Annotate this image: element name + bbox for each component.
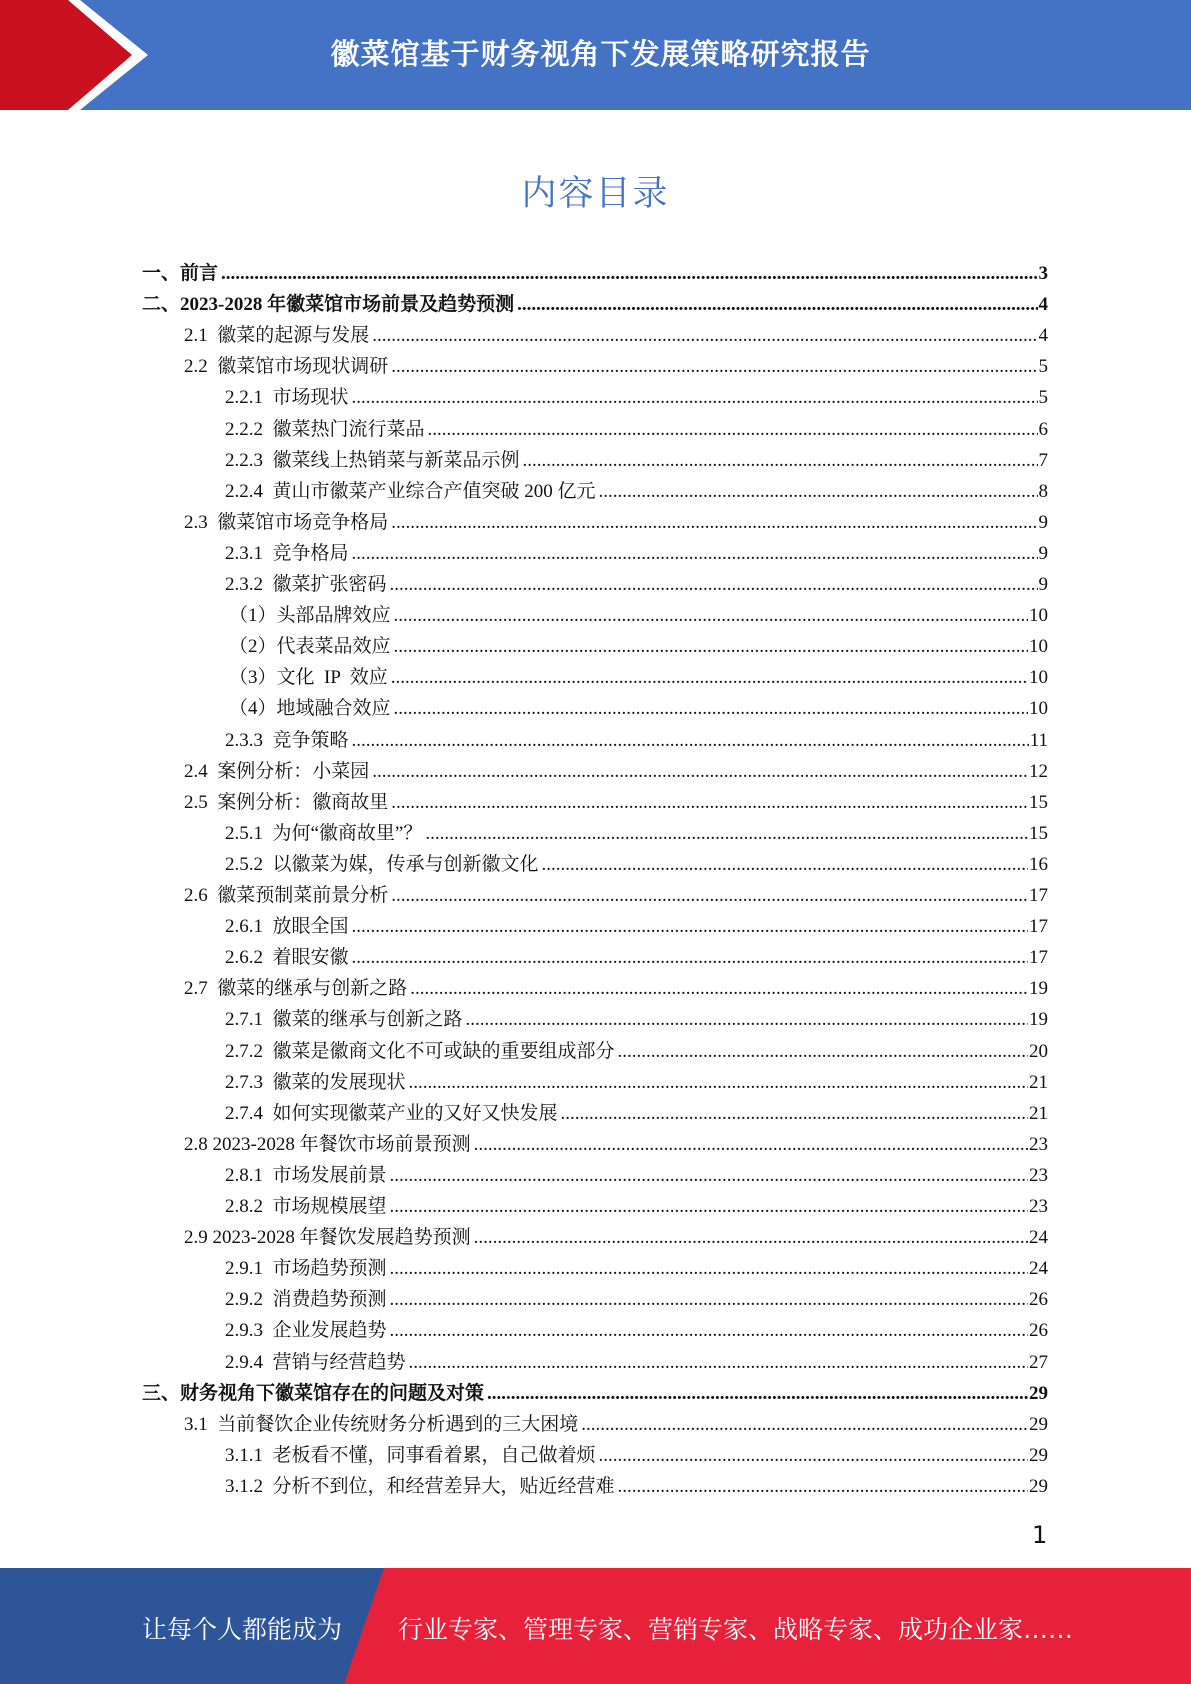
toc-entry-label: 3.1.2 分析不到位，和经营差异大，贴近经营难	[225, 1475, 615, 1497]
toc-entry[interactable]	[184, 783, 1048, 814]
toc-entry-label: （2）代表菜品效应	[229, 636, 391, 658]
toc-entry[interactable]	[225, 1343, 1048, 1374]
toc-entry[interactable]	[225, 1000, 1048, 1031]
footer-slogan-right: 行业专家、管理专家、营销专家、战略专家、成功企业家……	[398, 1615, 1074, 1644]
page-number: 1	[1032, 1521, 1048, 1549]
toc-dot-leader	[390, 1165, 1028, 1187]
toc-entry[interactable]	[225, 1063, 1048, 1094]
toc-dot-leader	[523, 450, 1038, 472]
toc-entry-page: 24	[1029, 1258, 1048, 1280]
toc-entry-page: 29	[1029, 1413, 1048, 1435]
toc-entry-label: 2.8.2 市场规模展望	[225, 1196, 387, 1217]
toc-entry-page: 7	[1038, 449, 1048, 471]
toc-dot-leader	[390, 1320, 1028, 1342]
toc-entry-label: （1）头部品牌效应	[229, 605, 391, 627]
toc-entry[interactable]	[229, 627, 1048, 658]
toc-entry[interactable]	[225, 1032, 1048, 1063]
toc-entry-label: 2.4 案例分析：小菜园	[184, 760, 370, 782]
toc-entry-label: 2.7.1 徽菜的继承与创新之路	[225, 1009, 463, 1031]
toc-entry-page: 19	[1029, 1009, 1048, 1031]
toc-dot-leader	[221, 263, 1037, 285]
toc-entry-label: 2.3.2 徽菜扩张密码	[225, 574, 387, 595]
toc-dot-leader	[390, 1196, 1028, 1218]
toc-entry-label: 2.6.2 着眼安徽	[225, 947, 349, 969]
toc-entry-label: 2.7.4 如何实现徽菜产业的又好又快发展	[225, 1102, 558, 1124]
toc-dot-leader	[410, 978, 1028, 1000]
toc-entry[interactable]	[184, 503, 1048, 534]
toc-entry[interactable]	[184, 969, 1048, 1000]
toc-entry-label: 2.2.2 徽菜热门流行菜品	[225, 418, 425, 440]
toc-entry[interactable]	[225, 565, 1048, 596]
toc-entry[interactable]	[225, 1467, 1048, 1498]
toc-entry-page: 20	[1029, 1040, 1048, 1062]
toc-entry[interactable]	[184, 1218, 1048, 1249]
toc-dot-leader	[409, 1072, 1028, 1094]
toc-entry-page: 29	[1029, 1444, 1048, 1466]
toc-entry-page: 9	[1038, 574, 1048, 595]
toc-dot-leader	[425, 823, 1028, 845]
toc-entry-label: 2.9 2023-2028 年餐饮发展趋势预测	[184, 1227, 471, 1249]
toc-entry-label: （3）文化 IP 效应	[229, 667, 388, 689]
toc-dot-leader	[391, 667, 1028, 689]
toc-entry-page: 4	[1038, 325, 1048, 347]
toc-entry-page: 10	[1029, 636, 1048, 658]
toc-entry-label: 2.2.3 徽菜线上热销菜与新菜品示例	[225, 449, 520, 471]
toc-dot-leader	[352, 543, 1038, 565]
toc-dot-leader	[391, 885, 1028, 907]
toc-entry-page: 23	[1029, 1196, 1048, 1217]
toc-entry[interactable]	[225, 1280, 1048, 1311]
toc-entry[interactable]	[184, 347, 1048, 378]
toc-dot-leader	[618, 1041, 1028, 1063]
toc-entry-label: 2.7.3 徽菜的发展现状	[225, 1071, 406, 1093]
toc-dot-leader	[372, 761, 1028, 783]
toc-entry[interactable]	[225, 814, 1048, 845]
toc-entry-page: 10	[1029, 605, 1048, 627]
toc-entry-label: 三、财务视角下徽菜馆存在的问题及对策	[142, 1382, 485, 1404]
toc-entry[interactable]	[225, 721, 1048, 752]
toc-dot-leader	[581, 1414, 1028, 1436]
toc-entry-label: 2.1 徽菜的起源与发展	[184, 325, 370, 347]
toc-entry-page: 5	[1038, 387, 1048, 409]
toc-entry-label: 2.3.1 竞争格局	[225, 542, 349, 564]
toc-entry[interactable]	[142, 254, 1048, 285]
toc-entry-label: 2.8.1 市场发展前景	[225, 1164, 387, 1186]
toc-dot-leader	[391, 792, 1028, 814]
toc-entry-page: 21	[1029, 1102, 1048, 1124]
toc-entry-page: 23	[1029, 1133, 1048, 1155]
toc-dot-leader	[561, 1103, 1028, 1125]
toc-entry-page: 29	[1029, 1475, 1048, 1497]
toc-dot-leader	[394, 698, 1028, 720]
toc-dot-leader	[409, 1352, 1028, 1374]
toc-entry-page: 19	[1029, 978, 1048, 1000]
toc-entry[interactable]	[229, 658, 1048, 689]
toc-entry[interactable]	[184, 316, 1048, 347]
toc-entry-label: 二、2023-2028 年徽菜馆市场前景及趋势预测	[142, 294, 515, 316]
toc-entry[interactable]	[225, 441, 1048, 472]
toc-entry-label: 2.3.3 竞争策略	[225, 729, 349, 751]
toc-dot-leader	[599, 481, 1038, 503]
toc-entry-page: 29	[1029, 1382, 1048, 1404]
toc-entry-page: 9	[1038, 511, 1048, 533]
toc-dot-leader	[474, 1227, 1028, 1249]
toc-entry-label: 2.2.1 市场现状	[225, 387, 349, 409]
toc-entry-page: 21	[1029, 1071, 1048, 1093]
toc-entry-label: （4）地域融合效应	[229, 698, 391, 720]
toc-dot-leader	[391, 356, 1037, 378]
toc-dot-leader	[391, 512, 1037, 534]
toc-dot-leader	[394, 605, 1028, 627]
toc-dot-leader	[352, 916, 1028, 938]
toc-entry[interactable]	[225, 1094, 1048, 1125]
header-banner	[0, 0, 1191, 110]
toc-entry[interactable]	[142, 285, 1048, 316]
toc-entry[interactable]	[225, 534, 1048, 565]
toc-entry-page: 15	[1029, 822, 1048, 844]
toc-entry-page: 26	[1029, 1289, 1048, 1311]
toc-dot-leader	[517, 294, 1037, 316]
toc-entry[interactable]	[225, 472, 1048, 503]
toc-entry[interactable]	[229, 596, 1048, 627]
toc-entry-page: 10	[1029, 698, 1048, 720]
toc-entry[interactable]	[225, 1187, 1048, 1218]
toc-entry-page: 17	[1029, 885, 1048, 906]
toc-dot-leader	[372, 325, 1037, 347]
toc-dot-leader	[390, 1258, 1028, 1280]
toc-entry-page: 15	[1029, 791, 1048, 813]
toc-entry[interactable]	[225, 1436, 1048, 1467]
toc-entry-label: 3.1.1 老板看不懂，同事看着累，自己做着烦	[225, 1444, 596, 1466]
toc-entry[interactable]	[184, 876, 1048, 907]
toc-entry-label: 2.9.3 企业发展趋势	[225, 1320, 387, 1342]
toc-heading: 内容目录	[521, 174, 670, 214]
toc-entry-label: 2.7.2 徽菜是徽商文化不可或缺的重要组成部分	[225, 1040, 615, 1062]
toc-entry-page: 27	[1029, 1351, 1048, 1373]
toc-entry[interactable]	[225, 1311, 1048, 1342]
toc-entry-label: 2.8 2023-2028 年餐饮市场前景预测	[184, 1133, 471, 1155]
toc-entry-page: 3	[1038, 263, 1048, 284]
toc-entry-label: 3.1 当前餐饮企业传统财务分析遇到的三大困境	[184, 1413, 579, 1435]
footer-banner	[0, 1568, 1191, 1684]
toc-entry-label: 2.6 徽菜预制菜前景分析	[184, 885, 389, 906]
toc-entry[interactable]	[184, 1125, 1048, 1156]
toc-entry-label: 2.3 徽菜馆市场竞争格局	[184, 511, 389, 533]
toc-entry-label: 2.9.1 市场趋势预测	[225, 1258, 387, 1280]
toc-entry[interactable]	[225, 938, 1048, 969]
toc-entry[interactable]	[225, 1156, 1048, 1187]
toc-entry-label: 一、前言	[142, 263, 219, 284]
toc-dot-leader	[487, 1383, 1028, 1405]
toc-entry-page: 17	[1029, 916, 1048, 938]
toc-entry-page: 12	[1029, 760, 1048, 782]
toc-dot-leader	[390, 1289, 1028, 1311]
toc-dot-leader	[599, 1445, 1028, 1467]
toc-dot-leader	[466, 1009, 1028, 1031]
toc-entry[interactable]	[225, 1249, 1048, 1280]
toc-dot-leader	[352, 947, 1028, 969]
toc-entry-page: 4	[1038, 294, 1048, 316]
toc-entry-page: 16	[1029, 853, 1048, 875]
toc-entry-label: 2.2 徽菜馆市场现状调研	[184, 356, 389, 378]
toc-entry-page: 17	[1029, 947, 1048, 969]
toc-dot-leader	[542, 854, 1028, 876]
toc-dot-leader	[390, 574, 1038, 596]
toc-entry[interactable]	[225, 410, 1048, 441]
toc-dot-leader	[352, 387, 1038, 409]
toc-entry[interactable]	[184, 1405, 1048, 1436]
toc-entry-page: 23	[1029, 1164, 1048, 1186]
report-title: 徽菜馆基于财务视角下发展策略研究报告	[330, 37, 871, 71]
toc-entry[interactable]	[229, 689, 1048, 720]
toc-dot-leader	[428, 419, 1038, 441]
toc-entry-page: 11	[1029, 729, 1048, 751]
toc-entry-page: 8	[1038, 480, 1048, 502]
toc-entry-page: 26	[1029, 1320, 1048, 1342]
toc-entry-page: 6	[1038, 418, 1048, 440]
toc-entry-page: 10	[1029, 667, 1048, 689]
toc-entry-label: 2.5 案例分析：徽商故里	[184, 791, 389, 813]
toc-dot-leader	[394, 636, 1028, 658]
toc-entry-label: 2.9.4 营销与经营趋势	[225, 1351, 406, 1373]
toc-entry[interactable]	[142, 1374, 1048, 1405]
toc-entry-label: 2.5.1 为何“徽商故里”？	[225, 822, 423, 844]
toc-entry-label: 2.2.4 黄山市徽菜产业综合产值突破 200 亿元	[225, 480, 596, 502]
toc-dot-leader	[352, 730, 1029, 752]
toc-entry[interactable]	[184, 752, 1048, 783]
toc-entry[interactable]	[225, 845, 1048, 876]
toc-entry[interactable]	[225, 378, 1048, 409]
toc-entry-label: 2.9.2 消费趋势预测	[225, 1289, 387, 1311]
toc-entry-label: 2.5.2 以徽菜为媒，传承与创新徽文化	[225, 853, 539, 875]
toc-entry-label: 2.6.1 放眼全国	[225, 916, 349, 938]
toc-entry-page: 5	[1038, 356, 1048, 378]
footer-slogan-left: 让每个人都能成为	[142, 1615, 343, 1644]
toc-entry-page: 24	[1029, 1227, 1048, 1249]
toc-entry[interactable]	[225, 907, 1048, 938]
toc-dot-leader	[618, 1476, 1028, 1498]
toc-entry-page: 9	[1038, 542, 1048, 564]
toc-entry-label: 2.7 徽菜的继承与创新之路	[184, 978, 408, 1000]
toc-dot-leader	[474, 1134, 1028, 1156]
